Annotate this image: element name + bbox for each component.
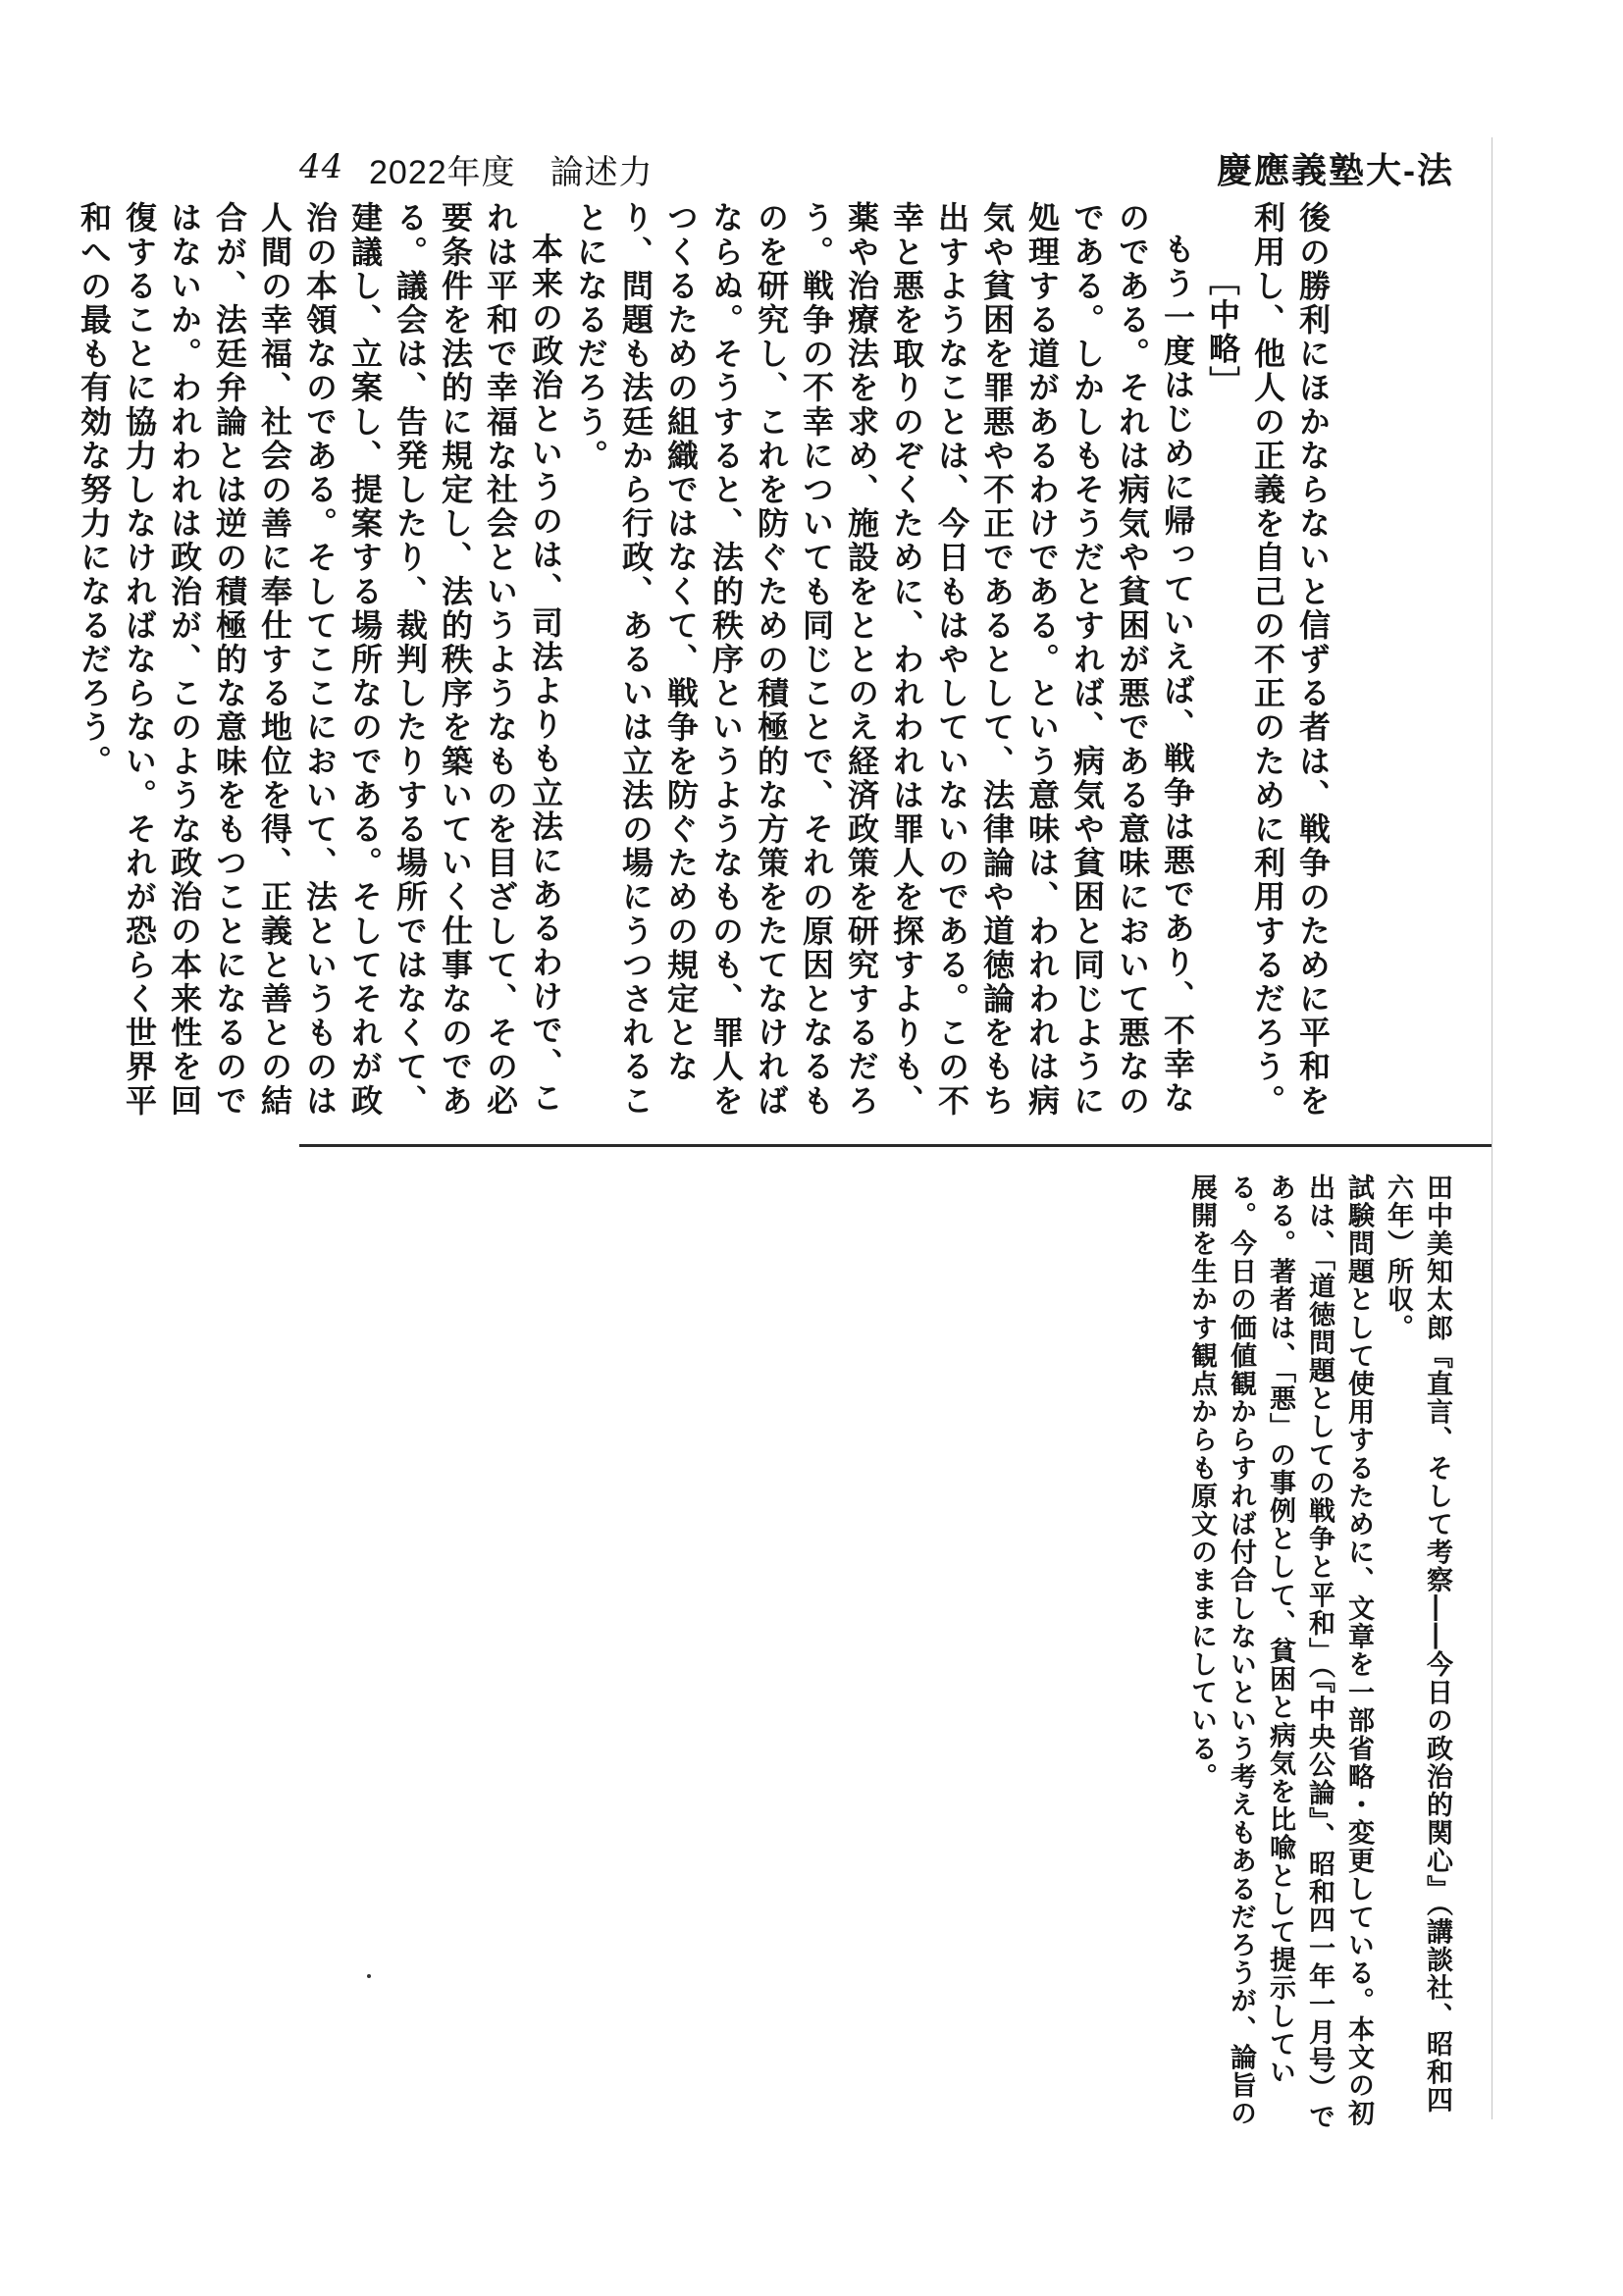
source-note — [1172, 1174, 1456, 2135]
passage-paragraph-3: 本来の政治というのは、司法よりも立法にあるわけで、これは平和で幸福な社会というようなものを目ざして、その必要条件を法的に規定し、法的秩序を築いていく仕事なのである。議会は、告発したり、裁判したりする場所ではなくて、建議し、立案し、提案する場所なのである。そしてそれが政治の本領なのである。そしてここにおいて、法というものは人間の幸福、社会の善に奉仕する地位を得、正義と善との結合が、法廷弁論とは逆の積極的な意味をもつことになるのではないか。われわれは政治が、このような政治の本来性を回復することに協力しなければならない。それが恐らく世界平和への最も有効な努力になるだろう。 — [76, 201, 564, 1119]
omission-marker: ［中略］ — [1204, 264, 1241, 400]
main-passage — [76, 201, 1335, 1123]
source-citation: 田中美知太郎『直言、そして考察――今日の政治的関心』（講談社、昭和四六年）所収。 — [1383, 1174, 1452, 2114]
source-remark: 試験問題として使用するために、文章を一部省略・変更している。本文の初出は、「道徳問題としての戦争と平和」（『中央公論』、昭和四一年一月号）である。著者は、「悪」の事例として、貧困と病気を比喩として提示している。今日の価値観からすれば付合しないという考えもあるだろうが、論旨の展開を生かす観点からも原文のままにしている。 — [1186, 1174, 1374, 2131]
year-subject-label: 2022年度 論述力 — [369, 154, 654, 191]
passage-paragraph-1: 後の勝利にほかならないと信ずる者は、戦争のために平和を利用し、他人の正義を自己の不正のために利用するだろう。 — [1249, 201, 1332, 1119]
scan-speck — [367, 1974, 371, 1978]
section-divider — [299, 1144, 1492, 1147]
passage-paragraph-2: もう一度はじめに帰っていえば、戦争は悪であり、不幸なのである。それは病気や貧困が悪である意味において悪なのである。しかしもそうだとすれば、病気や貧困と同じように処理する道があるわけである。という意味は、われわれは病気や貧困を罪悪や不正であるとして、法律論や道徳論をもち出すようなことは、今日もはやしていないのである。この不幸と悪を取りのぞくために、われわれは罪人を探すよりも、薬や治療法を求め、施設をととのえ経済政策を研究するだろう。戦争の不幸についても同じことで、それの原因となるものを研究し、これを防ぐための積極的な方策をたてなければならぬ。そうすると、法的秩序というようなものも、罪人をつくるための組織ではなくて、戦争を防ぐための規定となり、問題も法廷から行政、あるいは立法の場にうつされることになるだろう。 — [572, 201, 1196, 1119]
school-label: 慶應義塾大-法 — [1217, 150, 1454, 190]
page-number: 44 — [299, 147, 344, 186]
